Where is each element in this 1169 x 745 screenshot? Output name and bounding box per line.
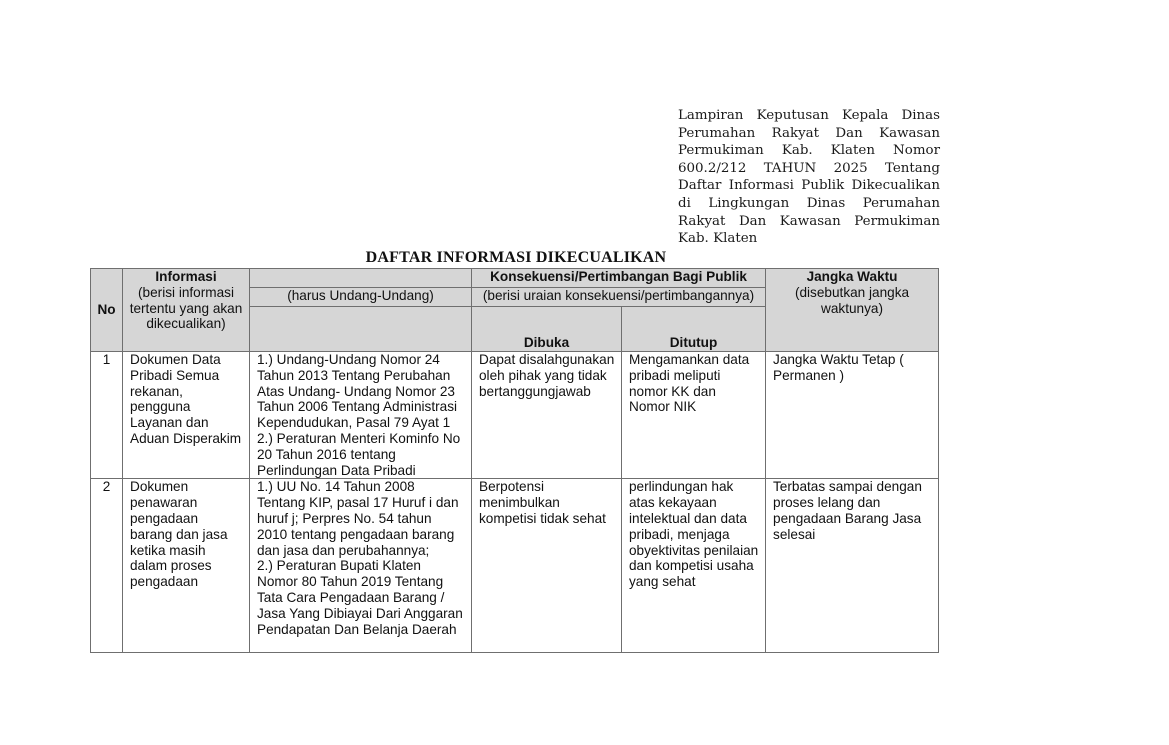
header-jangka-waktu-sub: (disebutkan jangka waktunya) xyxy=(794,284,910,316)
column-header-jangka-waktu xyxy=(766,269,939,352)
row-jangka-waktu: Terbatas sampai dengan proses lelang dan pengadaan Barang Jasa selesai xyxy=(766,479,939,653)
dasar-hukum-item: 2.) Peraturan Menteri Kominfo No 20 Tahun 2016 tentang Perlindungan Data Pribadi xyxy=(257,430,461,478)
column-header-ditutup: Ditutup xyxy=(622,307,766,352)
row-jangka-waktu: Jangka Waktu Tetap ( Permanen ) xyxy=(766,352,939,479)
header-jangka-waktu-label: Jangka Waktu xyxy=(806,269,898,284)
dasar-hukum-item: 1.) Undang-Undang Nomor 24 Tahun 2013 Tentang Perubahan Atas Undang- Undang Nomor 23 Tahun 2006 Tentang Administrasi Kependudukan, Pasal 79 Ayat 1 xyxy=(257,352,458,431)
attachment-note: Lampiran Keputusan Kepala Dinas Perumahan Rakyat Dan Kawasan Permukiman Kab. Klaten Nomor 600.2/212 TAHUN 2025 Tentang Daftar Informasi Publik Dikecualikan di Lingkungan Dinas Perumahan Rakyat Dan Kawasan Permukiman Kab. Klaten xyxy=(678,108,940,247)
header-konsekuensi-sub: (berisi uraian konsekuensi/pertimbangannya) xyxy=(472,288,766,307)
table-row xyxy=(91,479,939,653)
dasar-hukum-item: 2.) Peraturan Bupati Klaten Nomor 80 Tahun 2019 Tentang Tata Cara Pengadaan Barang / Jasa Yang Dibiayai Dari Anggaran Pendapatan Dan Belanja Daerah xyxy=(257,558,463,637)
column-header-dasar-hukum: (harus Undang-Undang) xyxy=(250,288,472,307)
header-informasi-sub: (berisi informasi tertentu yang akan dikecualikan) xyxy=(129,284,243,332)
dasar-hukum-item: 1.) UU No. 14 Tahun 2008 Tentang KIP, pasal 17 Huruf i dan huruf j; Perpres No. 54 tahun 2010 tentang pengadaan barang dan jasa dan perubahannya; xyxy=(257,479,459,558)
table-row xyxy=(91,352,939,479)
row-dibuka: Dapat disalahgunakan oleh pihak yang tidak bertanggungjawab xyxy=(472,352,622,479)
header-konsekuensi-label: Konsekuensi/Pertimbangan Bagi Publik xyxy=(490,269,747,284)
column-header-dibuka: Dibuka xyxy=(472,307,622,352)
row-dasar-hukum xyxy=(250,352,472,479)
row-number: 2 xyxy=(91,479,123,653)
column-header-informasi xyxy=(123,269,250,352)
column-header-dasar-hukum-bottom xyxy=(250,307,472,352)
row-number: 1 xyxy=(91,352,123,479)
row-ditutup: perlindungan hak atas kekayaan intelektual dan data pribadi, menjaga obyektivitas penilaian dan kompetisi usaha yang sehat xyxy=(622,479,766,653)
row-informasi: Dokumen Data Pribadi Semua rekanan, pengguna Layanan dan Aduan Disperakim xyxy=(123,352,250,479)
row-ditutup: Mengamankan data pribadi meliputi nomor KK dan Nomor NIK xyxy=(622,352,766,479)
excluded-information-table xyxy=(90,268,939,653)
column-header-no: No xyxy=(91,269,123,352)
column-header-konsekuensi xyxy=(472,269,766,288)
header-informasi-label: Informasi xyxy=(155,269,217,284)
row-informasi: Dokumen penawaran pengadaan barang dan jasa ketika masih dalam proses pengadaan xyxy=(123,479,250,653)
column-header-dasar-hukum-top xyxy=(250,269,472,288)
row-dibuka: Berpotensi menimbulkan kompetisi tidak sehat xyxy=(472,479,622,653)
document-title: DAFTAR INFORMASI DIKECUALIKAN xyxy=(365,249,667,266)
row-dasar-hukum xyxy=(250,479,472,653)
